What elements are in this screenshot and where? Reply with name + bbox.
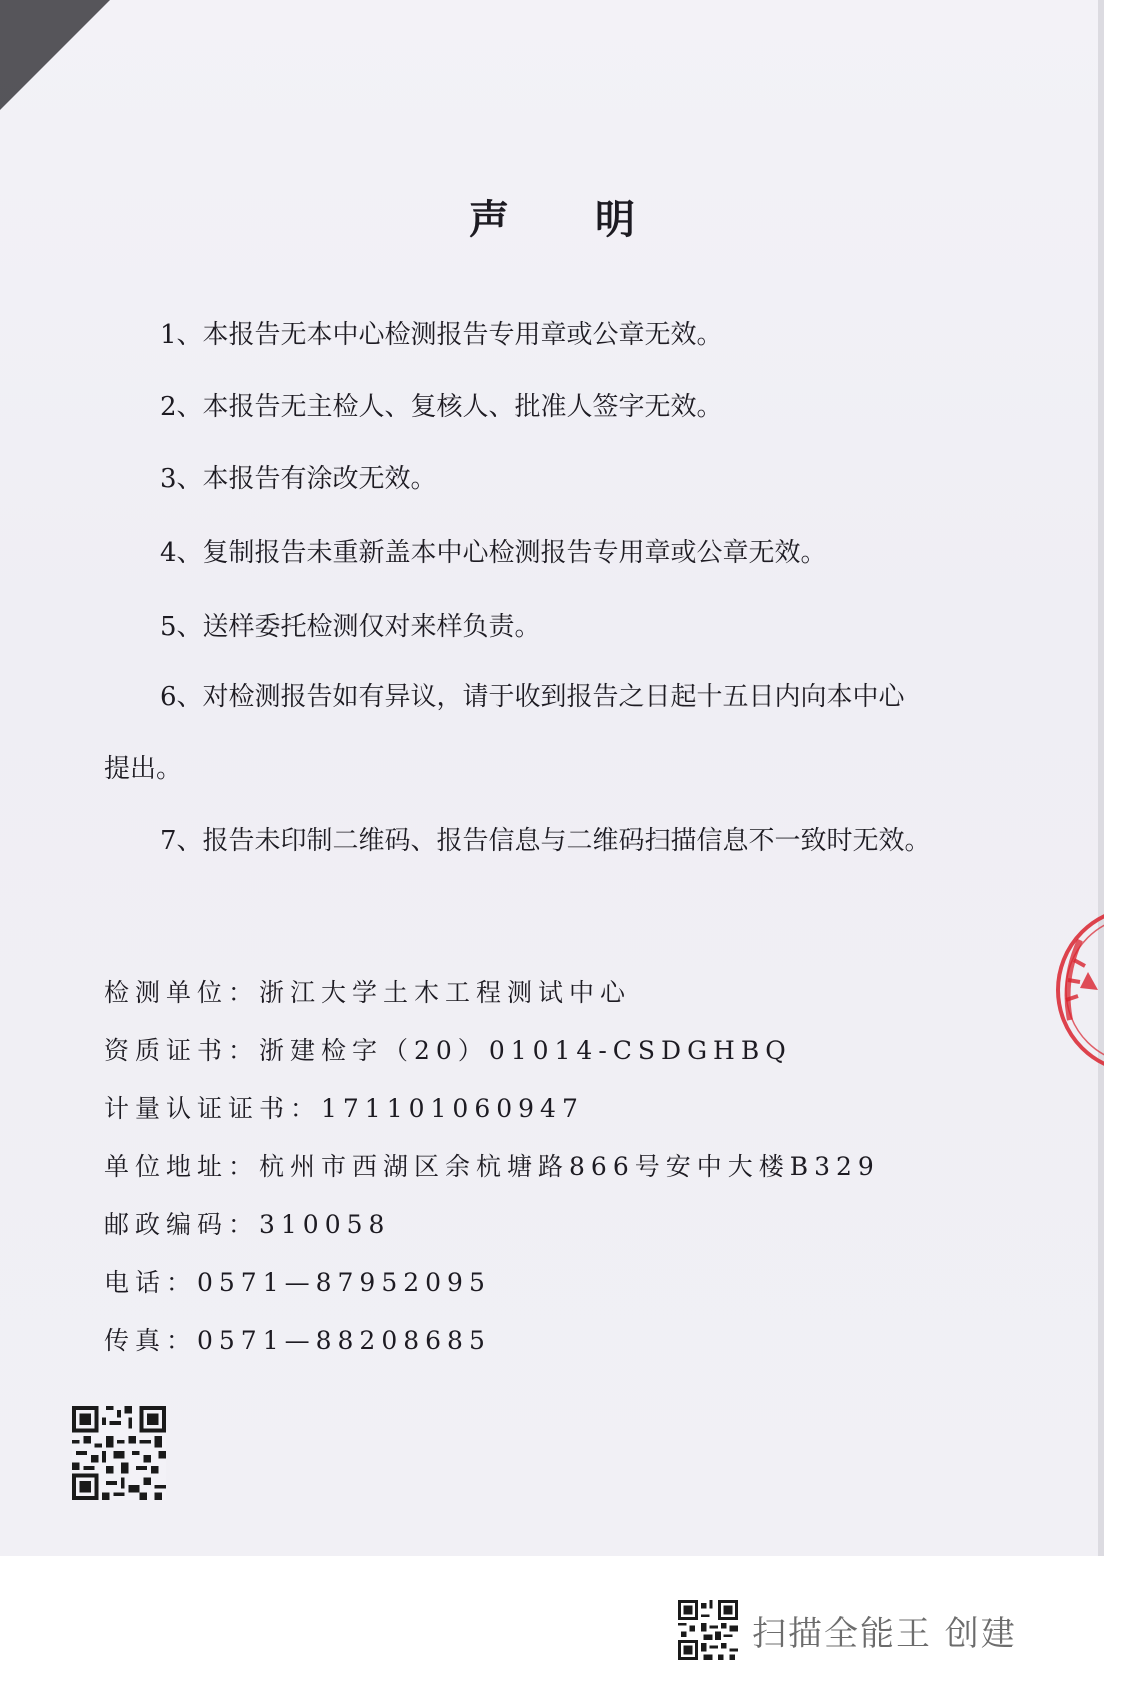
clause-4: 4、复制报告未重新盖本中心检测报告专用章或公章无效。 [160,538,827,568]
info-qualification: 资质证书：浙建检字（20）01014-CSDGHBQ [104,1036,792,1065]
info-metrology-cert: 计量认证证书：171101060947 [104,1094,584,1123]
scanner-watermark: 扫描全能王 创建 [752,1614,1017,1654]
info-address: 单位地址：杭州市西湖区余杭塘路866号安中大楼B329 [104,1152,880,1181]
footer-qr-code-icon [678,1600,738,1660]
clause-6-continuation: 提出。 [104,754,183,784]
info-testing-unit: 检测单位：浙江大学土木工程测试中心 [104,978,632,1007]
clause-5: 5、送样委托检测仅对来样负责。 [160,612,541,642]
folded-corner [0,0,110,110]
qr-code-icon [72,1406,166,1500]
clause-3: 3、本报告有涂改无效。 [160,464,437,494]
red-seal-stamp [1040,880,1104,1110]
clause-7: 7、报告未印制二维码、报告信息与二维码扫描信息不一致时无效。 [160,826,931,856]
page-title: 声 明 [469,196,671,243]
clause-1: 1、本报告无本中心检测报告专用章或公章无效。 [160,320,723,350]
clause-6: 6、对检测报告如有异议，请于收到报告之日起十五日内向本中心 [160,682,905,712]
clause-2: 2、本报告无主检人、复核人、批准人签字无效。 [160,392,723,422]
info-phone: 电话：0571—87952095 [104,1268,491,1297]
info-postcode: 邮政编码：310058 [104,1210,391,1239]
info-fax: 传真：0571—88208685 [104,1326,491,1355]
